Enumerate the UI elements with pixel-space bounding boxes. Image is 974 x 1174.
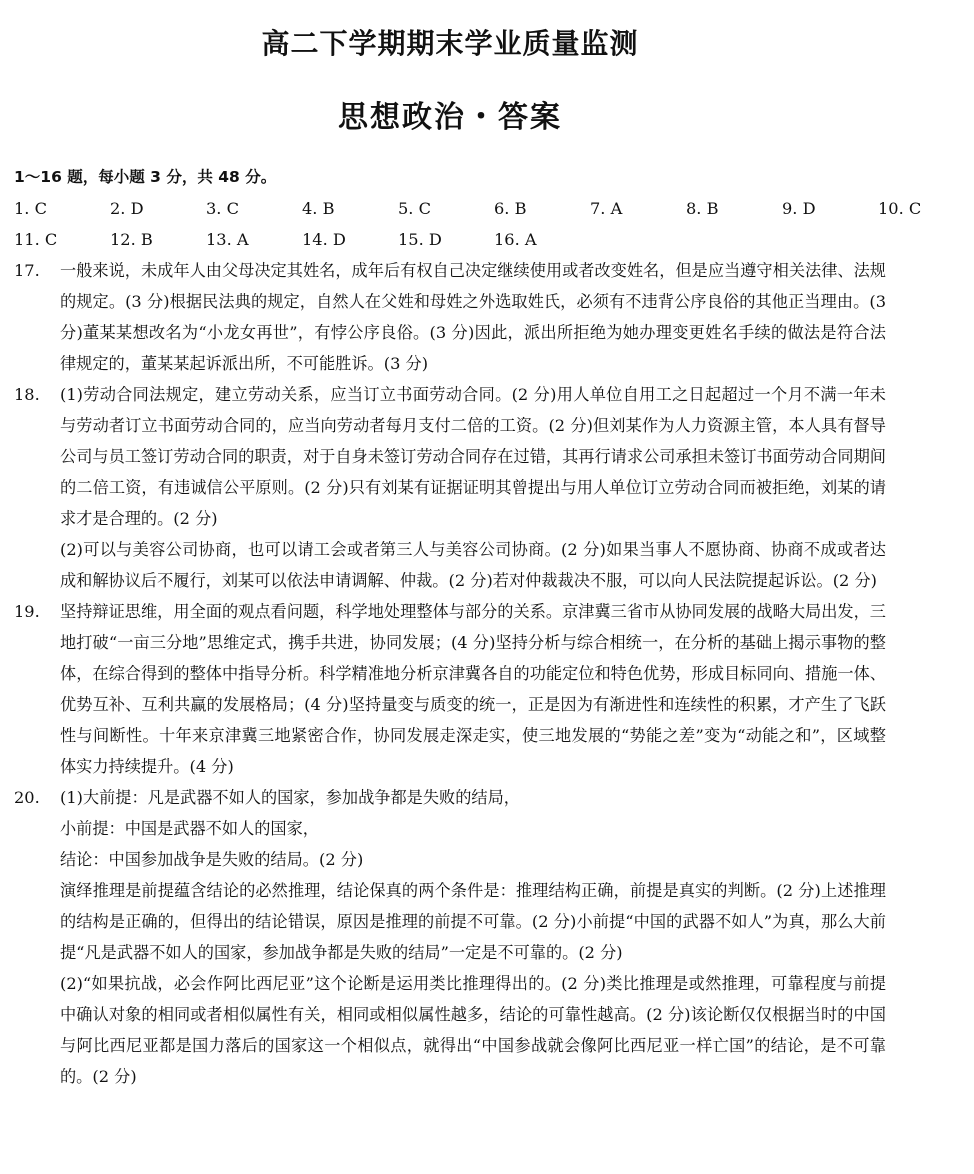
question-number: 17. <box>14 261 40 280</box>
syllogism-major-premise: (1)大前提：凡是武器不如人的国家，参加战争都是失败的结局， <box>60 788 520 807</box>
answer-paragraph: 坚持辩证思维，用全面的观点看问题，科学地处理整体与部分的关系。京津冀三省市从协同发展的战略大局出发，三地打破“一亩三分地”思维定式，携手共进，协同发展；(4 分)坚持分析与综合相统一，在分析的基础上揭示事物的整体，在综合得到的整体中指导分析。科学精准地分析京津冀各自的功能定位和特色优势，形成目标同向、措施一体、优势互补、互利共赢的发展格局；(4 分)坚持量变与质变的统一，正是因为有渐进性和连续性的积累，才产生了飞跃性与间断性。十年来京津冀三地紧密合作，协同发展走深走实，使三地发展的“势能之差”变为“动能之和”，区域整体实力持续提升。(4 分) <box>60 602 886 776</box>
mc-answer: 15. D <box>398 230 442 249</box>
answer-paragraph: (1)劳动合同法规定，建立劳动关系，应当订立书面劳动合同。(2 分)用人单位自用工之日起超过一个月不满一年未与劳动者订立书面劳动合同的，应当向劳动者每月支付二倍的工资。(2 分)但刘某作为人力资源主管，本人具有督导公司与员工签订劳动合同的职责，对于自身未签订劳动合同存在过错，其再行请求公司承担未签订书面劳动合同期间的二倍工资，有违诚信公平原则。(2 分)只有刘某有证据证明其曾提出与用人单位订立劳动合同而被拒绝，刘某的请求才是合理的。(2 分) <box>60 385 886 528</box>
mc-answer: 3. C <box>206 199 239 218</box>
mc-answer: 6. B <box>494 199 527 218</box>
question-18 <box>14 379 886 596</box>
mc-answer: 12. B <box>110 230 153 249</box>
mc-answer: 2. D <box>110 199 144 218</box>
mc-answer: 16. A <box>494 230 537 249</box>
answer-content <box>14 162 922 1092</box>
question-number: 19. <box>14 602 40 621</box>
mc-answer: 1. C <box>14 199 47 218</box>
syllogism-minor-premise: 小前提：中国是武器不如人的国家， <box>60 819 319 838</box>
mc-answer: 13. A <box>206 230 249 249</box>
answer-paragraph: 演绎推理是前提蕴含结论的必然推理，结论保真的两个条件是：推理结构正确，前提是真实的判断。(2 分)上述推理的结构是正确的，但得出的结论错误，原因是推理的前提不可靠。(2 分)小前提“中国的武器不如人”为真，那么大前提“凡是武器不如人的国家，参加战争都是失败的结局”一定是不可靠的。(2 分) <box>60 881 886 962</box>
mc-answer: 7. A <box>590 199 623 218</box>
answer-paragraph: (2)“如果抗战，必会作阿比西尼亚”这个论断是运用类比推理得出的。(2 分)类比推理是或然推理，可靠程度与前提中确认对象的相同或者相似属性有关，相同或相似属性越多，结论的可靠性越高。(2 分)该论断仅仅根据当时的中国与阿比西尼亚都是国力落后的国家这一个相似点，就得出“中国参战就会像阿比西尼亚一样亡国”的结论，是不可靠的。(2 分) <box>60 974 886 1086</box>
question-number: 20. <box>14 788 40 807</box>
mc-answer: 14. D <box>302 230 346 249</box>
mc-intro: 1～16 题，每小题 3 分，共 48 分。 <box>14 168 277 186</box>
question-17 <box>14 255 886 379</box>
syllogism-conclusion: 结论：中国参加战争是失败的结局。(2 分) <box>60 850 364 869</box>
mc-answer: 4. B <box>302 199 335 218</box>
page-subtitle: 思想政治・答案 <box>338 100 562 135</box>
page-title: 高二下学期期末学业质量监测 <box>261 27 639 60</box>
mc-answer: 8. B <box>686 199 719 218</box>
mc-answers-row-1 <box>14 193 922 224</box>
question-19 <box>14 596 886 782</box>
mc-answer: 9. D <box>782 199 816 218</box>
question-20 <box>14 782 886 1092</box>
mc-answer: 10. C <box>878 199 922 218</box>
mc-answers-row-2 <box>14 224 886 255</box>
answer-paragraph: (2)可以与美容公司协商，也可以请工会或者第三人与美容公司协商。(2 分)如果当事人不愿协商、协商不成或者达成和解协议后不履行，刘某可以依法申请调解、仲裁。(2 分)若对仲裁裁决不服，可以向人民法院提起诉讼。(2 分) <box>60 540 886 590</box>
mc-answer: 5. C <box>398 199 431 218</box>
answer-paragraph: 一般来说，未成年人由父母决定其姓名，成年后有权自己决定继续使用或者改变姓名，但是应当遵守相关法律、法规的规定。(3 分)根据民法典的规定，自然人在父姓和母姓之外选取姓氏，必须有不违背公序良俗的其他正当理由。(3 分)董某某想改名为“小龙女再世”，有悖公序良俗。(3 分)因此，派出所拒绝为她办理变更姓名手续的做法是符合法律规定的，董某某起诉派出所，不可能胜诉。(3 分) <box>60 261 886 373</box>
question-number: 18. <box>14 385 40 404</box>
mc-answer: 11. C <box>14 230 58 249</box>
